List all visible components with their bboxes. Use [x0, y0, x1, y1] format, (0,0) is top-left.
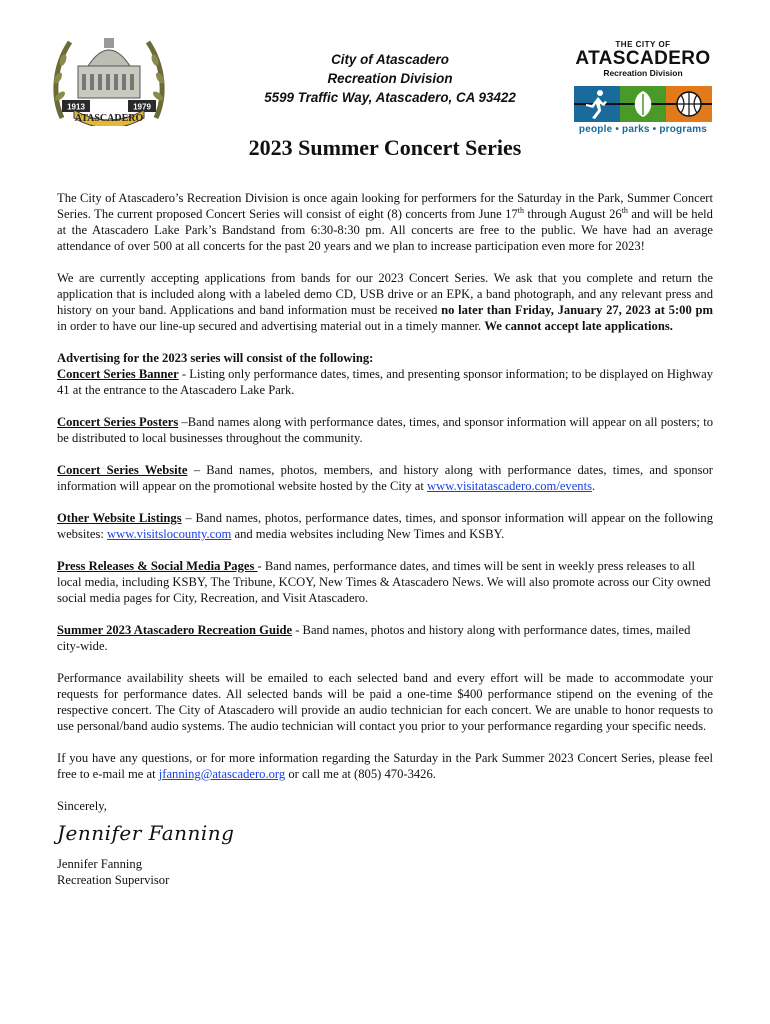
ad-item-press: [57, 558, 713, 606]
ad-item-text: – Band names, photos, performance dates, times, and sponsor information will appear on the following websites:: [57, 511, 713, 541]
ad-item-after: and media websites including New Times and KSBY.: [231, 527, 505, 541]
applications-text-2: in order to have our line-up secured and advertising material out in a timely manner.: [57, 319, 485, 333]
applications-text-1: We are currently accepting applications from bands for our 2023 Concert Series. We ask that you complete and return the application that is included along with a labeled demo CD, USB drive or an EPK, a band photograph, and any relevant press and history on your band. Applications and band information must be received: [57, 271, 713, 317]
contact-paragraph: [57, 750, 713, 782]
ad-item-label: Summer 2023 Atascadero Recreation Guide: [57, 623, 293, 637]
contact-text-1: If you have any questions, or for more information regarding the Saturday in the Park Summer 2023 Concert Series, please feel free to e-mail me at: [57, 751, 713, 781]
ad-item-after: .: [592, 479, 596, 493]
late-notice: We cannot accept late applications.: [484, 319, 673, 333]
closing: Sincerely,: [57, 799, 107, 813]
visitatascadero-link[interactable]: www.visitatascadero.com/events: [427, 479, 592, 493]
application-deadline: no later than Friday, January 27, 2023 at 5:00 pm: [441, 303, 713, 317]
seal-year-right: 1979: [133, 102, 151, 112]
ad-item-label: Concert Series Website: [57, 463, 188, 477]
page-title: 2023 Summer Concert Series: [248, 135, 522, 160]
ad-item-label: Concert Series Posters: [57, 415, 179, 429]
intro-paragraph: [57, 190, 713, 254]
signer-name: Jennifer Fanning: [57, 857, 142, 871]
ad-item-text: - Band names, performance dates, and times will be sent in weekly press releases to all local media, including KSBY, The Tribune, KCOY, New Times & Atascadero News. We will also promote across our City owned social media pages for City, Recreation, and Visit Atascadero.: [57, 559, 711, 605]
email-link[interactable]: jfanning@atascadero.org: [158, 767, 286, 781]
logo-division: Recreation Division: [603, 68, 683, 78]
division-name: Recreation Division: [327, 71, 453, 86]
ad-item-guide: [57, 622, 713, 654]
intro-text-2: through August 26: [523, 207, 622, 221]
logo-tagline: people • parks • programs: [578, 124, 708, 135]
ad-item-label: Press Releases & Social Media Pages: [57, 559, 258, 573]
ad-item-text: - Listing only performance dates, times, and presenting sponsor information; to be displayed on Highway 41 at the entrance to the Atascadero Lake Park.: [57, 367, 714, 397]
intro-sup-1: th: [517, 205, 524, 215]
seal-name: ATASCADERO: [74, 113, 144, 124]
intro-text-3: and will be held at the Atascadero Lake Park’s Bandstand from 6:30-8:30 pm. All concerts are free to the public. We have had an average attendance of over 500 at all concerts for the past 20 years and we plan to increase participation even more for 2023!: [57, 207, 713, 253]
ad-item-label: Other Website Listings: [57, 511, 182, 525]
org-name: City of Atascadero: [331, 52, 449, 67]
logo-the-city-of: THE CITY OF: [615, 40, 671, 49]
ad-item-banner: [57, 366, 713, 398]
ad-item-website: [57, 462, 713, 494]
ad-item-posters: [57, 414, 713, 446]
ad-item-label: Concert Series Banner: [57, 367, 179, 381]
handwritten-signature: Jennifer Fanning: [57, 821, 235, 845]
advertising-heading: Advertising for the 2023 series will consist of the following:: [57, 351, 374, 365]
contact-text-2: or call me at (805) 470-3426.: [285, 767, 436, 781]
ad-item-text: – Band names, photos, members, and history along with performance dates, times, and sponsor information will appear on the promotional website hosted by the City at: [57, 463, 713, 493]
intro-sup-2: th: [621, 205, 628, 215]
city-seal-logo: [48, 26, 170, 126]
availability-paragraph: Performance availability sheets will be emailed to each selected band and every effort will be made to accommodate your requests for performance dates. All selected bands will be paid a one-time $400 performance stipend on the evening of the respective concert. The City of Atascadero will provide an audio technician for each concert. We are unable to honor requests to use personal/band audio systems. The audio technician will contact you prior to your performance regarding your specific needs.: [57, 671, 713, 733]
applications-paragraph: [57, 270, 713, 334]
intro-text-1: The City of Atascadero’s Recreation Division is once again looking for performers for the Saturday in the Park, Summer Concert Series. The current proposed Concert Series will consist of eight (8) concerts from June 17: [57, 191, 713, 221]
ad-item-other-websites: [57, 510, 713, 542]
recreation-logo: [568, 40, 718, 140]
visitslocounty-link[interactable]: www.visitslocounty.com: [107, 527, 232, 541]
letterhead: [222, 50, 558, 107]
address: 5599 Traffic Way, Atascadero, CA 93422: [264, 90, 516, 105]
signer-title: Recreation Supervisor: [57, 873, 170, 887]
basketball-icon: [677, 92, 701, 116]
letter-body: [57, 190, 713, 888]
logo-city-name: ATASCADERO: [575, 48, 711, 69]
logo-activity-icons: [574, 86, 712, 122]
signature-block: [57, 820, 713, 856]
seal-year-left: 1913: [67, 102, 85, 112]
ad-item-text: –Band names along with performance dates, times, and sponsor information will appear on all posters; to be distributed to local businesses throughout the community.: [57, 415, 713, 445]
ad-item-text: - Band names, photos and history along with performance dates, times, mailed city-wide.: [57, 623, 691, 653]
